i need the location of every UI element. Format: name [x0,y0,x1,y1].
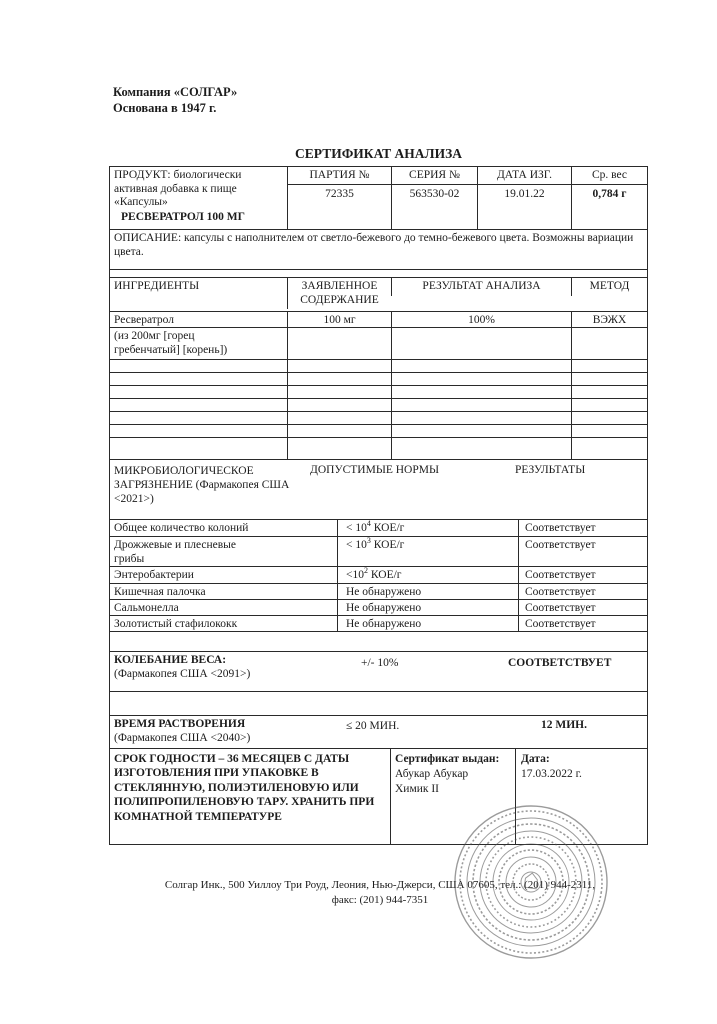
ingredient-result: 100% [391,312,571,327]
norm-exponent: 2 [364,566,368,576]
description-text: ОПИСАНИЕ: капсулы с наполнителем от светло-бежевого до темно-бежевого цвета. Возможны вариации цвета. [114,232,634,258]
empty-ingredient-row [110,424,647,437]
ingredient-declared: 100 мг [287,312,391,327]
micro-norm [337,567,518,583]
method-col-header: МЕТОД [571,278,647,296]
micro-result: Соответствует [518,616,647,631]
batch-label: ПАРТИЯ № [288,167,391,185]
norm-exponent: 4 [366,519,371,529]
micro-result: Соответствует [518,537,647,566]
micro-result: Соответствует [518,520,647,536]
product-label: ПРОДУКТ: биологически активная добавка к пище «Капсулы» [114,169,242,209]
issued-label: Сертификат выдан: [395,753,500,765]
micro-test-name: Энтеробактерии [114,569,194,581]
series-label: СЕРИЯ № [392,167,477,185]
weight-variation-pharmacopeia: (Фармакопея США <2091>) [114,667,251,680]
micro-test-name: Кишечная палочка [114,586,206,598]
avg-weight-label: Ср. вес [572,167,647,185]
issue-date-label: Дата: [521,753,550,765]
weight-variation-row [110,651,647,691]
empty-ingredient-row [110,372,647,385]
weight-variation-label-cell [110,652,360,691]
batch-value: 72335 [325,188,354,200]
footer-address: Солгар Инк., 500 Уиллоу Три Роуд, Леония, Нью-Джерси, США 07605, тел.: (201) 944-2311, [164,879,596,891]
micro-norms-header: ДОПУСТИМЫЕ НОРМЫ [310,464,440,476]
micro-norm: Не обнаружено [337,600,518,615]
micro-header-row [110,459,647,519]
spacer-row [110,269,647,277]
norm-text: <10 [346,569,364,581]
spacer-row [110,631,647,651]
ingredients-header-row [110,277,647,311]
empty-ingredient-row [110,437,647,459]
avg-weight-value: 0,784 г [592,188,627,200]
micro-test-name: Золотистый стафилококк [114,618,238,630]
ingredient-row [110,327,647,359]
dissolution-norm: ≤ 20 МИН. [346,720,400,732]
round-stamp-seal [441,792,622,973]
norm-text: < 10 [346,539,367,551]
dissolution-pharmacopeia: (Фармакопея США <2040>) [114,731,251,744]
ingredient-name: Ресвератрол [114,314,175,326]
ingredient-row [110,311,647,327]
certificate-table [109,166,648,845]
product-header-row [110,167,647,229]
micro-norm: Не обнаружено [337,616,518,631]
mfg-date-label: ДАТА ИЗГ. [478,167,571,185]
micro-results-header: РЕЗУЛЬТАТЫ [515,464,586,476]
ingredient-method [571,328,647,359]
norm-text: < 10 [346,522,367,534]
micro-norm: Не обнаружено [337,584,518,599]
norm-unit: КОЕ/г [368,569,402,581]
dissolution-label: ВРЕМЯ РАСТВОРЕНИЯ [114,718,246,730]
result-col-header: РЕЗУЛЬТАТ АНАЛИЗА [391,278,571,296]
weight-variation-label: КОЛЕБАНИЕ ВЕСА: [114,654,227,666]
micro-section-title: МИКРОБИОЛОГИЧЕСКОЕ ЗАГРЯЗНЕНИЕ (Фармакопея США <2021>) [114,465,290,506]
footer-fax: факс: (201) 944-7351 [331,893,429,906]
micro-row [110,599,647,615]
empty-ingredient-row [110,359,647,372]
company-name: Компания «СОЛГАР» [113,85,238,99]
micro-norm [337,520,518,536]
ingredient-name: (из 200мг [горец гребенчатый] [корень]) [114,330,228,356]
micro-row [110,519,647,536]
micro-test-name: Дрожжевые и плесневые грибы [114,539,236,565]
declared-col-header: ЗАЯВЛЕННОЕ СОДЕРЖАНИЕ [287,278,391,309]
micro-row [110,536,647,566]
weight-variation-norm: +/- 10% [361,657,399,669]
description-row [110,229,647,269]
micro-result: Соответствует [518,584,647,599]
norm-unit: КОЕ/г [370,539,405,551]
norm-unit: КОЕ/г [370,522,405,534]
micro-row [110,615,647,631]
ingredient-method: ВЭЖХ [571,312,647,327]
micro-row [110,566,647,583]
issued-title: Химик II [395,782,440,795]
weight-variation-result: СООТВЕТСТВУЕТ [508,657,612,669]
mfg-date-value: 19.01.22 [504,188,545,200]
empty-ingredient-row [110,411,647,424]
empty-ingredient-row [110,385,647,398]
series-value: 563530-02 [409,188,460,200]
dissolution-result: 12 МИН. [541,719,587,731]
product-name: РЕСВЕРАТРОЛ 100 МГ [121,210,245,223]
issued-name: Абукар Абукар [395,767,469,780]
product-cell [110,167,287,229]
micro-result: Соответствует [518,600,647,615]
ingredients-col-header: ИНГРЕДИЕНТЫ [114,280,200,292]
company-header [113,84,237,116]
mfg-date-column [477,167,571,229]
micro-test-name: Сальмонелла [114,602,179,614]
micro-test-name: Общее количество колоний [114,522,249,534]
dissolution-row [110,715,647,748]
micro-norm [337,537,518,566]
norm-exponent: 3 [366,536,371,546]
series-column [391,167,477,229]
empty-ingredient-row [110,398,647,411]
ingredient-result [391,328,571,359]
company-founded: Основана в 1947 г. [113,101,217,115]
ingredient-declared [287,328,391,359]
issue-date-value: 17.03.2022 г. [521,767,582,780]
micro-result: Соответствует [518,567,647,583]
avg-weight-column [571,167,647,229]
spacer-row [110,691,647,715]
document-title: СЕРТИФИКАТ АНАЛИЗА [295,146,462,161]
dissolution-label-cell [110,716,342,748]
shelf-life-text: СРОК ГОДНОСТИ – 36 МЕСЯЦЕВ С ДАТЫ ИЗГОТОВЛЕНИЯ ПРИ УПАКОВКЕ В СТЕКЛЯННУЮ, ПОЛИЭТИЛЕНОВУЮ ИЛИ ПОЛИПРОПИЛЕНОВУЮ ТАРУ. ХРАНИТЬ ПРИ КОМНАТНОЙ ТЕМПЕРАТУРЕ [110,749,391,844]
micro-row [110,583,647,599]
batch-column [287,167,391,229]
